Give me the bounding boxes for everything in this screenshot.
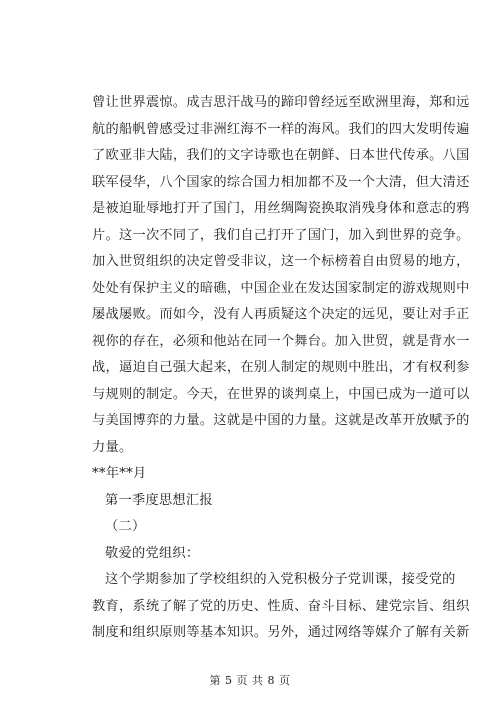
body-line: 力量。 — [92, 439, 133, 455]
body-line: 联军侵华，八个国家的综合国力相加都不及一个大清，但大清还 — [92, 174, 470, 190]
body-line: 视你的存在，必须和他站在同一个舞台。加入世贸，就是背水一 — [92, 333, 470, 349]
date-line: **年**月 — [92, 466, 147, 481]
section-number: （二） — [105, 519, 146, 534]
report-title: 第一季度思想汇报 — [105, 492, 213, 508]
body-line: 是被迫耻辱地打开了国门，用丝绸陶瓷换取消残身体和意志的鸦 — [92, 201, 470, 216]
body-line: 加入世贸组织的决定曾受非议，这一个标榜着自由贸易的地方， — [92, 254, 470, 269]
page-footer — [0, 672, 500, 688]
body-line: 片。这一次不同了，我们自己打开了国门，加入到世界的竞争。 — [92, 227, 470, 243]
document-body — [92, 90, 470, 647]
body-line: 曾让世界震惊。成吉思汗战马的蹄印曾经远至欧洲里海，郑和远 — [92, 95, 470, 110]
page-number-label: 第 5 页 共 8 页 — [209, 674, 291, 687]
body-line: 了欧亚非大陆，我们的文字诗歌也在朝鲜、日本世代传承。八国 — [92, 148, 470, 163]
paragraph-line: 制度和组织原则等基本知识。另外，通过网络等媒介了解有关新 — [92, 625, 470, 640]
paragraph-line: 这个学期参加了学校组织的入党积极分子党训课，接受党的 — [105, 572, 456, 587]
body-line: 屡战屡败。而如今，没有人再质疑这个决定的远见，要让对手正 — [92, 307, 470, 322]
body-line: 与美国博弈的力量。这就是中国的力量。这就是改革开放赋予的 — [92, 413, 470, 428]
body-line: 航的船帆曾感受过非洲红海不一样的海风。我们的四大发明传遍 — [92, 121, 470, 137]
salutation: 敬爱的党组织： — [105, 545, 200, 561]
paragraph-line: 教育，系统了解了党的历史、性质、奋斗目标、建党宗旨、组织 — [92, 598, 470, 614]
body-line: 处处有保护主义的暗礁，中国企业在发达国家制定的游戏规则中 — [92, 280, 470, 296]
body-line: 与规则的制定。今天，在世界的谈判桌上，中国已成为一道可以 — [92, 386, 470, 402]
body-line: 战，逼迫自己强大起来，在别人制定的规则中胜出，才有权利参 — [92, 360, 470, 375]
